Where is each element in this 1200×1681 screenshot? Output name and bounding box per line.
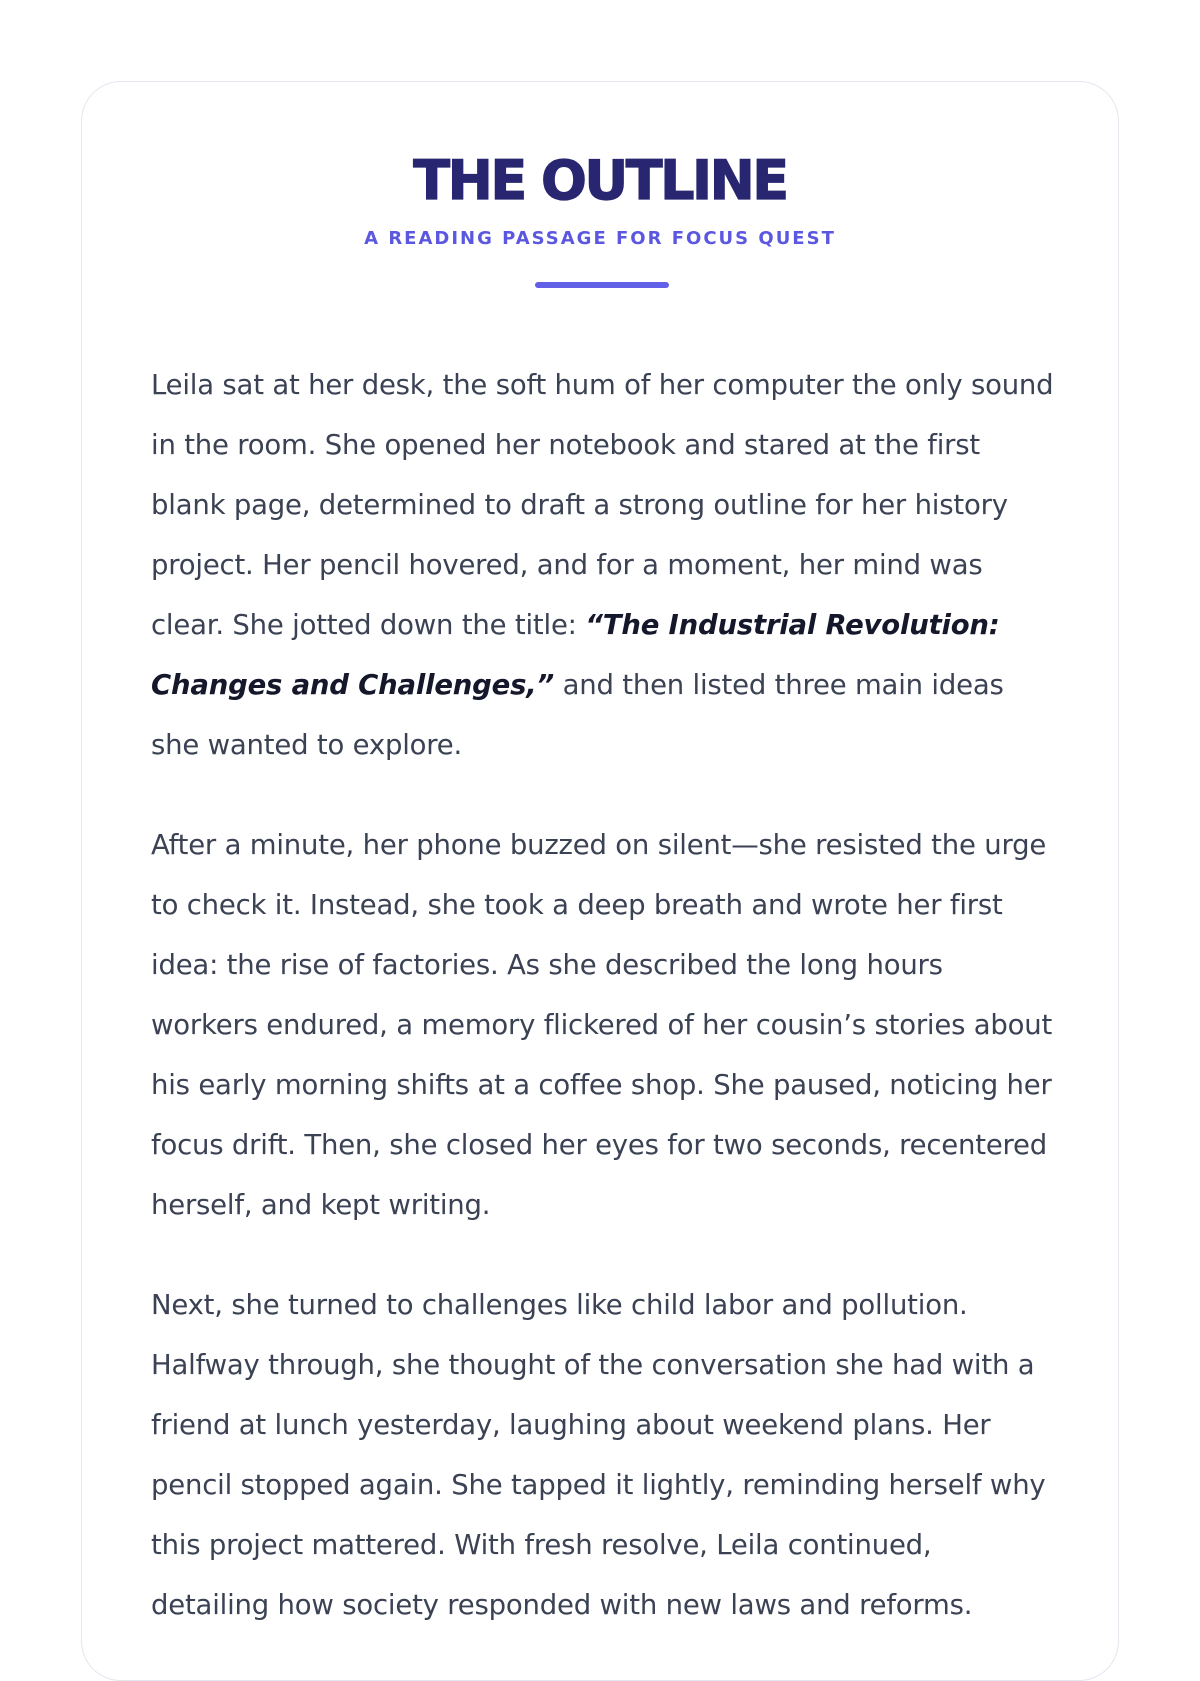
page-title: THE OUTLINE (413, 149, 787, 212)
paragraph-1-text-end: and then listed three main ideas she wanted to explore. (151, 669, 1004, 761)
title-divider (535, 282, 669, 288)
passage-body (151, 355, 1056, 1675)
passage-card (81, 81, 1119, 1681)
paragraph-2: After a minute, her phone buzzed on silent—she resisted the urge to check it. Instead, she took a deep breath and wrote her first idea: the rise of factories. As she described the long hours workers endured, a memory flickered of her cousin’s stories about his early morning shifts at a coffee shop. She paused, noticing her focus drift. Then, she closed her eyes for two seconds, recentered herself, and kept writing. (151, 829, 1053, 1221)
paragraph-1-text-start: Leila sat at her desk, the soft hum of her computer the only sound in the room. She opened her notebook and stared at the first blank page, determined to draft a strong outline for her history project. Her pencil hovered, and for a moment, her mind was clear. She jotted down the title: (151, 369, 1054, 641)
paragraph-3: Next, she turned to challenges like child labor and pollution. Halfway through, she thought of the conversation she had with a friend at lunch yesterday, laughing about weekend plans. Her pencil stopped again. She tapped it lightly, reminding herself why this project mattered. With fresh resolve, Leila continued, detailing how society responded with new laws and reforms. (151, 1289, 1046, 1621)
paragraph-1 (151, 355, 1056, 775)
page-subtitle: A READING PASSAGE FOR FOCUS QUEST (364, 228, 836, 249)
essay-title-emphasis: “The Industrial Revolution: Changes and Challenges,” (151, 609, 1000, 701)
